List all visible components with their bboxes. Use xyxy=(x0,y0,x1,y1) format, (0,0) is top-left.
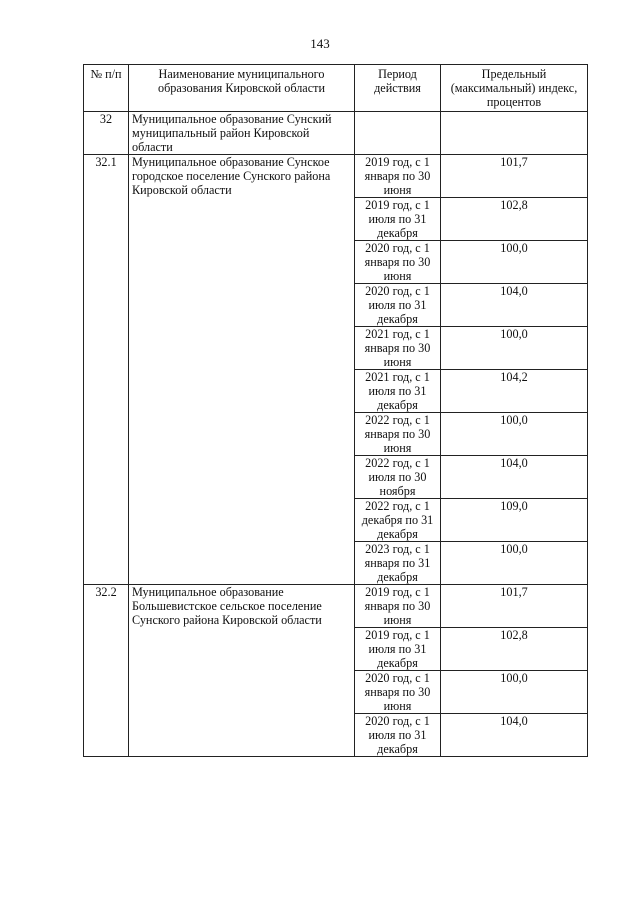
period-cell: 2022 год, с 1 июля по 30 ноября xyxy=(355,456,441,499)
table-header xyxy=(84,65,588,112)
table-row xyxy=(84,155,588,198)
period-cell: 2020 год, с 1 января по 30 июня xyxy=(355,671,441,714)
index-value: 104,0 xyxy=(441,714,588,757)
index-value: 104,0 xyxy=(441,456,588,499)
index-value: 100,0 xyxy=(441,542,588,585)
municipality-name: Муниципальное образование Сунский муниципальный район Кировской области xyxy=(129,112,355,155)
index-value: 101,7 xyxy=(441,155,588,198)
period-cell: 2019 год, с 1 января по 30 июня xyxy=(355,585,441,628)
index-value: 109,0 xyxy=(441,499,588,542)
period-cell: 2019 год, с 1 января по 30 июня xyxy=(355,155,441,198)
period-cell: 2020 год, с 1 января по 30 июня xyxy=(355,241,441,284)
page-number: 143 xyxy=(310,36,330,51)
header-municipality-name: Наименование муниципального образования Кировской области xyxy=(129,65,355,112)
index-value: 104,2 xyxy=(441,370,588,413)
period-cell: 2019 год, с 1 июля по 31 декабря xyxy=(355,198,441,241)
period-cell: 2022 год, с 1 января по 30 июня xyxy=(355,413,441,456)
period-cell: 2022 год, с 1 декабря по 31 декабря xyxy=(355,499,441,542)
index-value: 102,8 xyxy=(441,628,588,671)
header-number: № п/п xyxy=(84,65,129,112)
header-period: Период действия xyxy=(355,65,441,112)
period-cell: 2019 год, с 1 июля по 31 декабря xyxy=(355,628,441,671)
index-cell-empty xyxy=(441,112,588,155)
table-body xyxy=(84,112,588,757)
index-value: 100,0 xyxy=(441,327,588,370)
index-value: 100,0 xyxy=(441,241,588,284)
index-value: 100,0 xyxy=(441,671,588,714)
index-value: 104,0 xyxy=(441,284,588,327)
period-cell: 2021 год, с 1 января по 30 июня xyxy=(355,327,441,370)
period-cell-empty xyxy=(355,112,441,155)
row-number: 32 xyxy=(84,112,129,155)
header-max-index: Предельный (максимальный) индекс, процентов xyxy=(441,65,588,112)
period-cell: 2020 год, с 1 июля по 31 декабря xyxy=(355,284,441,327)
row-number: 32.2 xyxy=(84,585,129,757)
municipality-name: Муниципальное образование Сунское городское поселение Сунского района Кировской области xyxy=(129,155,355,585)
period-cell: 2021 год, с 1 июля по 31 декабря xyxy=(355,370,441,413)
tariff-index-table xyxy=(83,64,588,757)
table-row xyxy=(84,112,588,155)
table-row xyxy=(84,585,588,628)
municipality-name: Муниципальное образование Большевистское сельское поселение Сунского района Кировской области xyxy=(129,585,355,757)
index-value: 100,0 xyxy=(441,413,588,456)
period-cell: 2020 год, с 1 июля по 31 декабря xyxy=(355,714,441,757)
period-cell: 2023 год, с 1 января по 31 декабря xyxy=(355,542,441,585)
index-value: 102,8 xyxy=(441,198,588,241)
index-value: 101,7 xyxy=(441,585,588,628)
row-number: 32.1 xyxy=(84,155,129,585)
